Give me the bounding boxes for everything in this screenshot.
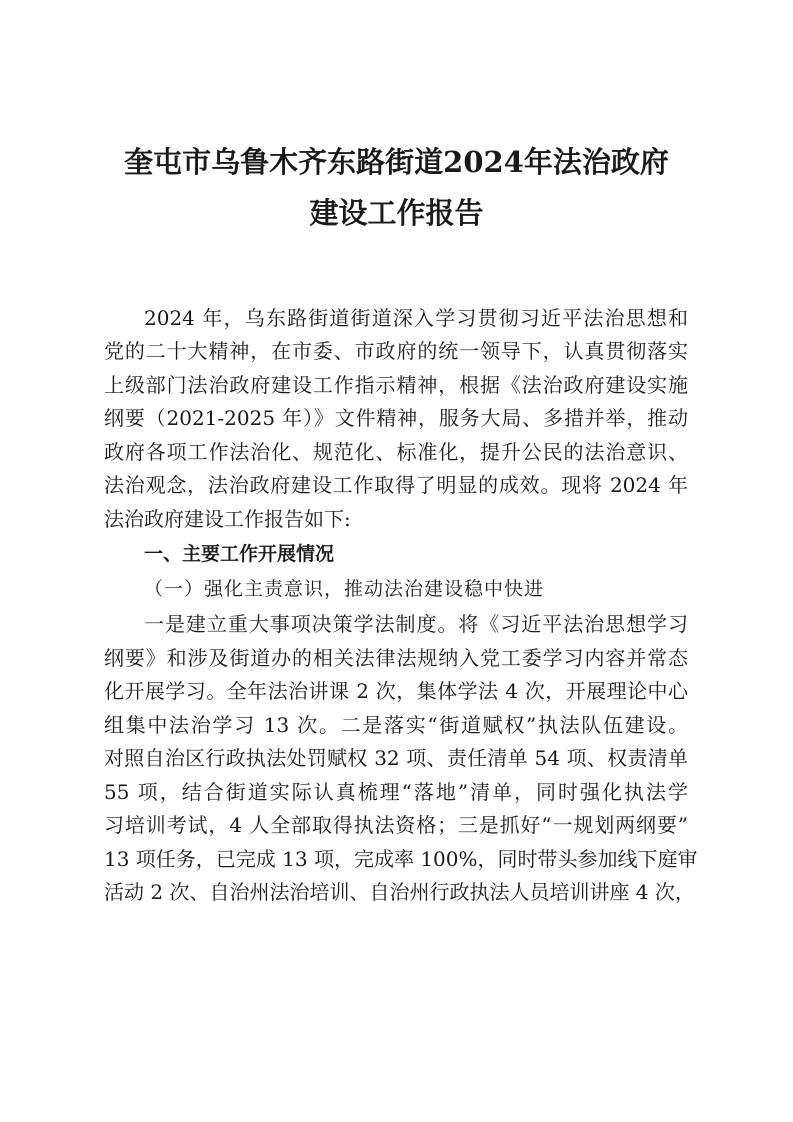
paragraph-2-line-6: 55 项，结合街道实际认真梳理“落地”清单，同时强化执法学 — [104, 780, 688, 804]
paragraph-1-line-2: 党的二十大精神，在市委、市政府的统一领导下，认真贯彻落实 — [104, 339, 688, 363]
paragraph-2-line-2: 纲要》和涉及街道办的相关法律法规纳入党工委学习内容并常态 — [104, 646, 688, 670]
paragraph-2-line-8: 13 项任务，已完成 13 项，完成率 100%，同时带头参加线下庭审 — [104, 847, 698, 871]
section-heading-1: 一、主要工作开展情况 — [144, 543, 335, 565]
paragraph-1-line-3: 上级部门法治政府建设工作指示精神，根据《法治政府建设实施 — [104, 373, 688, 397]
document-title-line-1: 奎屯市乌鲁木齐东路街道2024年法治政府 — [124, 145, 669, 179]
document-title-line-2: 建设工作报告 — [309, 196, 484, 230]
paragraph-1-line-4: 纲要（2021-2025 年）》文件精神，服务大局、多措并举，推动 — [104, 406, 688, 430]
paragraph-2-line-1: 一是建立重大事项决策学法制度。将《习近平法治思想学习 — [144, 612, 688, 636]
paragraph-1-line-1: 2024 年，乌东路街道街道深入学习贯彻习近平法治思想和 — [144, 306, 688, 330]
paragraph-2-line-5: 对照自治区行政执法处罚赋权 32 项、责任清单 54 项、权责清单 — [104, 746, 688, 770]
paragraph-2-line-3: 化开展学习。全年法治讲课 2 次，集体学法 4 次，开展理论中心 — [104, 679, 688, 703]
paragraph-1-line-7: 法治政府建设工作报告如下: — [104, 507, 351, 531]
paragraph-1-line-6: 法治观念，法治政府建设工作取得了明显的成效。现将 2024 年 — [104, 473, 688, 497]
paragraph-2-line-7: 习培训考试，4 人全部取得执法资格；三是抓好“一规划两纲要” — [104, 813, 688, 837]
paragraph-1-line-5: 政府各项工作法治化、规范化、标准化，提升公民的法治意识、 — [104, 440, 688, 464]
paragraph-2-line-4: 组集中法治学习 13 次。二是落实“街道赋权”执法队伍建设。 — [104, 713, 688, 737]
subsection-heading-1: （一）强化主责意识，推动法治建设稳中快进 — [144, 578, 545, 600]
paragraph-2-line-9: 活动 2 次、自治州法治培训、自治州行政执法人员培训讲座 4 次， — [104, 880, 695, 904]
